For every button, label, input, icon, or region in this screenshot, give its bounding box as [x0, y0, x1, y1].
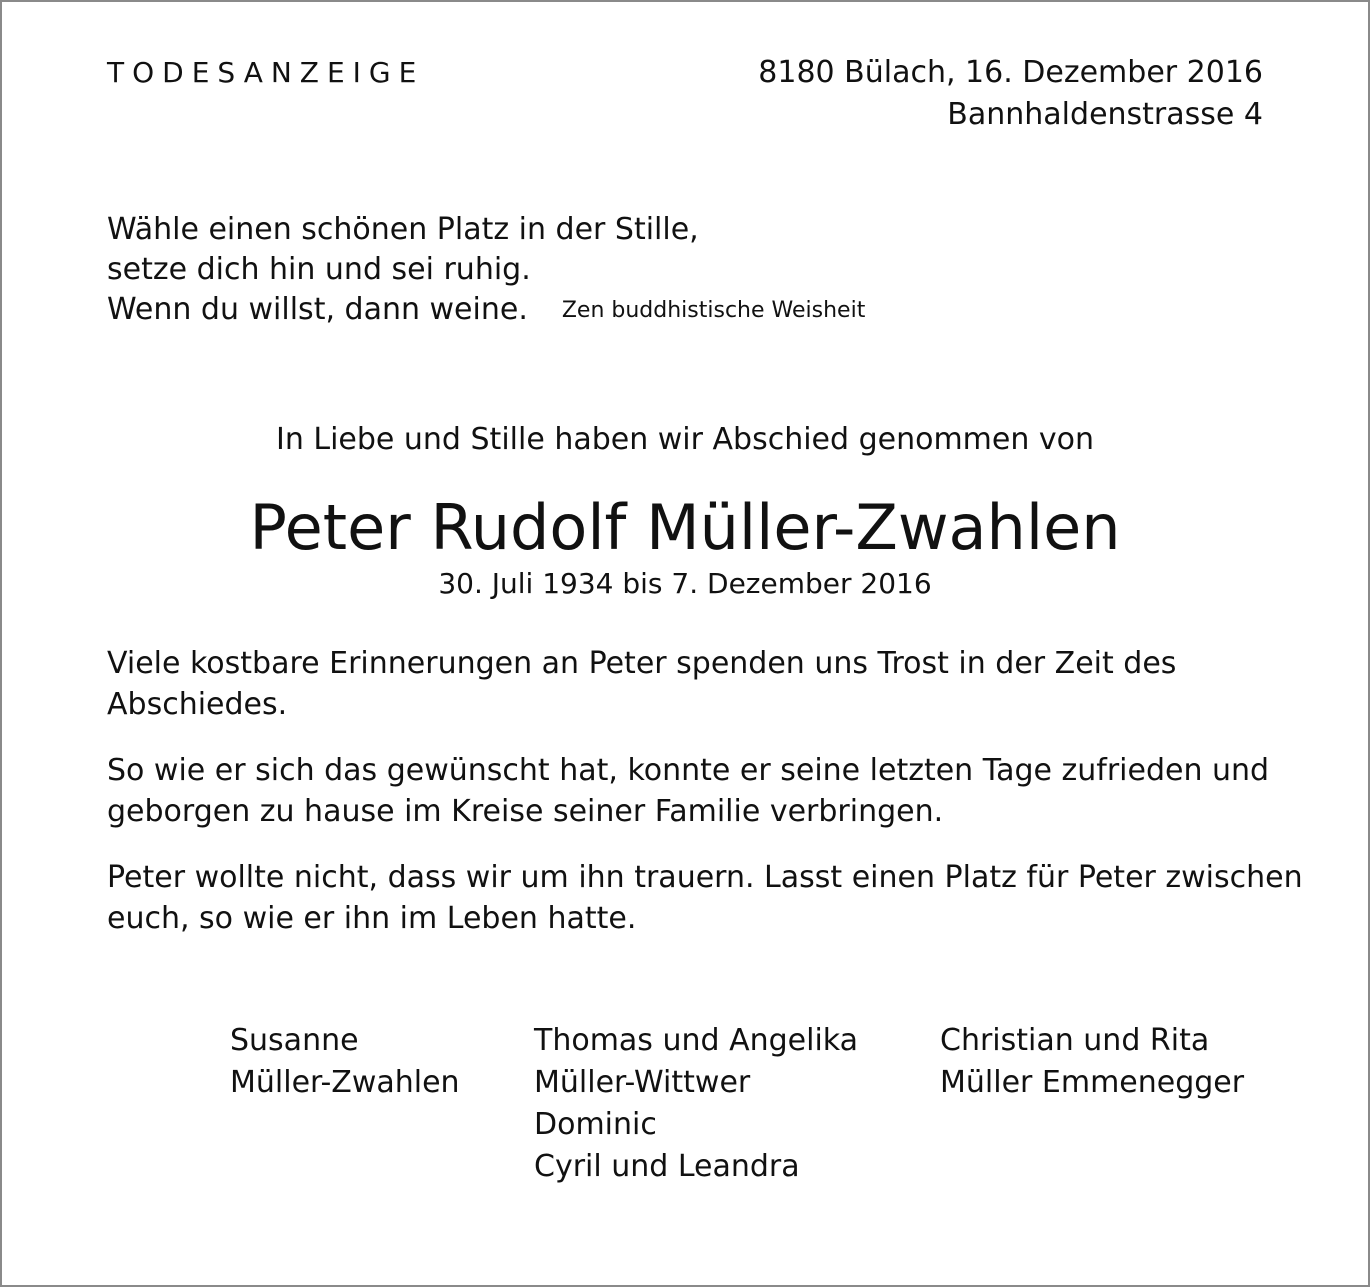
message-body: [107, 643, 1307, 964]
life-dates: 30. Juli 1934 bis 7. Dezember 2016: [438, 567, 932, 600]
address: Bannhaldenstrasse 4: [947, 97, 1263, 132]
deceased-name: Peter Rudolf Müller-Zwahlen: [249, 491, 1121, 564]
notice-heading: TODESANZEIGE: [107, 56, 425, 89]
poem: [107, 210, 865, 331]
poem-attribution: Zen buddhistische Weisheit: [561, 298, 866, 323]
message-paragraph: Peter wollte nicht, dass wir um ihn trauern. Lasst einen Platz für Peter zwischen euch, so wie er ihn im Leben hatte.: [107, 860, 1303, 936]
poem-line: setze dich hin und sei ruhig.: [107, 252, 531, 287]
signature-group-1: [230, 1020, 460, 1104]
poem-last-line: [107, 290, 865, 331]
message-paragraph: Viele kostbare Erinnerungen an Peter spenden uns Trost in der Zeit des Abschiedes.: [107, 646, 1177, 722]
signature-line: Dominic: [534, 1107, 657, 1142]
signature-line: Cyril und Leandra: [534, 1149, 800, 1184]
poem-line: Wenn du willst, dann weine.: [107, 292, 528, 327]
signature-line: Müller-Zwahlen: [230, 1065, 460, 1100]
signature-group-3: [940, 1020, 1244, 1104]
signature-line: Susanne: [230, 1023, 359, 1058]
message-paragraph: So wie er sich das gewünscht hat, konnte er seine letzten Tage zufrieden und geborgen zu hause im Kreise seiner Familie verbringen.: [107, 753, 1270, 829]
signature-group-2: [534, 1020, 858, 1188]
signature-line: Müller-Wittwer: [534, 1065, 751, 1100]
signature-line: Christian und Rita: [940, 1023, 1210, 1058]
intro-line: In Liebe und Stille haben wir Abschied genommen von: [275, 422, 1095, 457]
signature-line: Thomas und Angelika: [534, 1023, 859, 1058]
place-date-block: [758, 52, 1263, 136]
signature-line: Müller Emmenegger: [940, 1065, 1245, 1100]
poem-line: Wähle einen schönen Platz in der Stille,: [107, 212, 699, 247]
place-date: 8180 Bülach, 16. Dezember 2016: [758, 55, 1263, 90]
